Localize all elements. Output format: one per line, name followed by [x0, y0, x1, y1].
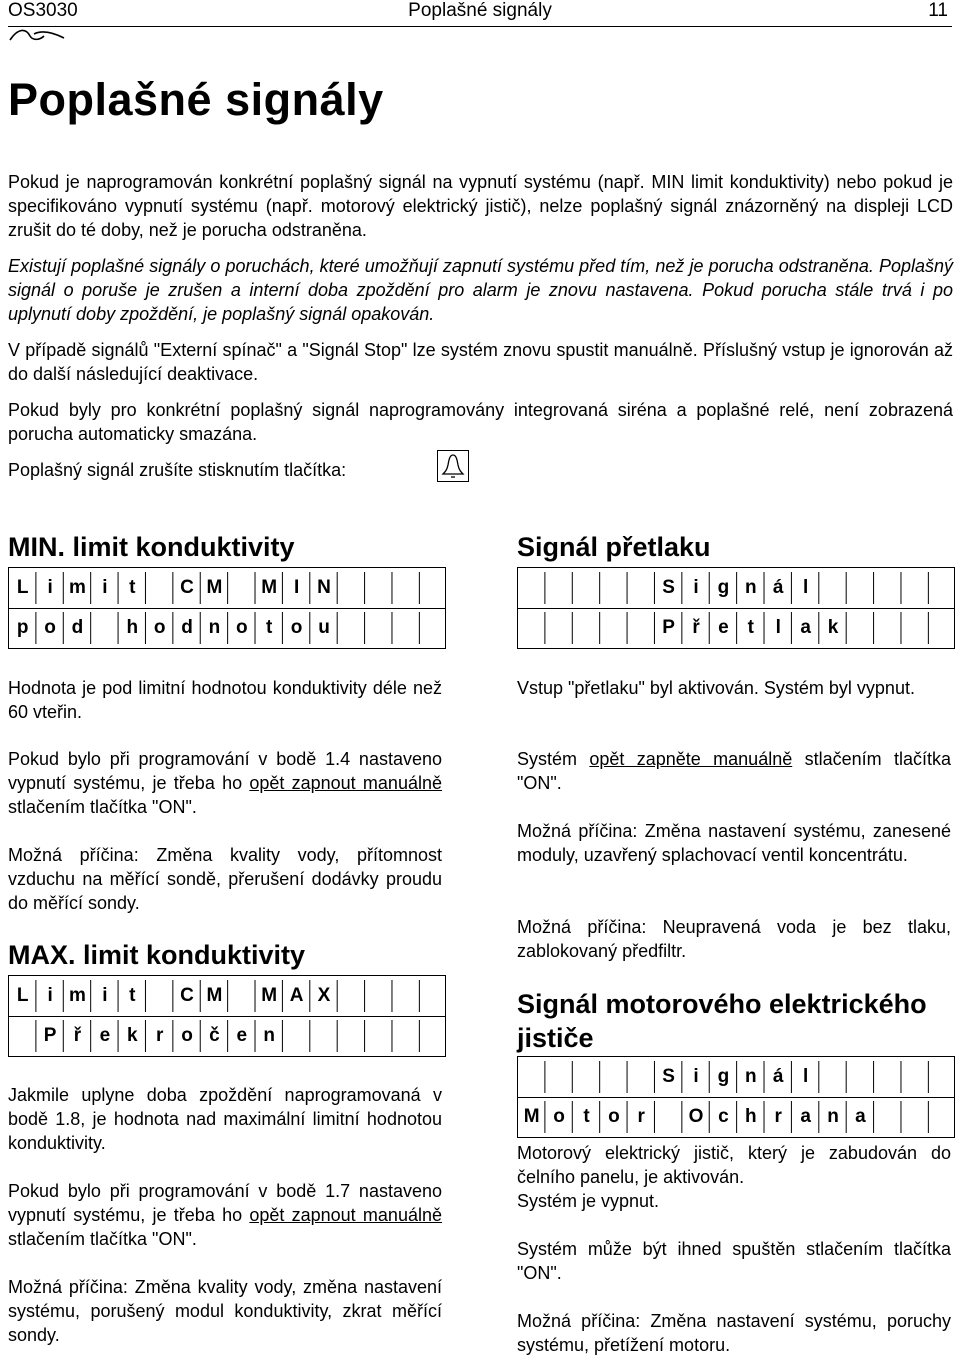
lcd-char [573, 1057, 600, 1097]
lcd-char [545, 608, 572, 648]
lcd-char: a [800, 617, 811, 638]
lcd-display-max [8, 975, 446, 1057]
lcd-char [338, 976, 365, 1016]
lcd-char: N [317, 577, 331, 598]
lcd-char: l [775, 617, 781, 638]
lcd-char [929, 568, 956, 608]
lcd-char [847, 1057, 874, 1097]
lcd-char: o [608, 1106, 620, 1127]
lcd-display-pressure [517, 567, 955, 649]
lcd-char: m [69, 577, 86, 598]
lcd-char [518, 568, 545, 608]
lcd-char [420, 568, 447, 608]
lcd-char [420, 1016, 447, 1056]
lcd-char [929, 1097, 956, 1137]
lcd-char: o [290, 617, 303, 638]
lcd-char: m [69, 985, 86, 1006]
page-title: Poplašné signály [8, 74, 384, 125]
lcd-char: X [317, 985, 331, 1006]
lcd-char: P [662, 617, 675, 638]
lcd-char: n [745, 1066, 757, 1087]
lcd-char [365, 608, 392, 648]
motor-text-1: Motorový elektrický jistič, který je zabudován do čelního panelu, je aktivován. [517, 1143, 951, 1187]
lcd-char: n [745, 577, 757, 598]
lcd-char: t [583, 1106, 590, 1127]
lcd-char: e [718, 617, 729, 638]
lcd-char [847, 608, 874, 648]
page-number: 11 [928, 0, 948, 21]
lcd-char [518, 608, 545, 648]
lcd-char: g [717, 1066, 730, 1087]
lcd-char: t [266, 617, 273, 638]
lcd-char: L [16, 985, 29, 1006]
lcd-char [929, 1057, 956, 1097]
lcd-char: o [153, 617, 166, 638]
lcd-char [573, 608, 600, 648]
lcd-char: P [43, 1025, 57, 1046]
lcd-char [365, 976, 392, 1016]
lcd-char [874, 1057, 901, 1097]
lcd-char: o [236, 617, 248, 638]
intro-paragraph-5: Poplašný signál zrušíte stisknutím tlačítka: [8, 460, 347, 480]
lcd-char [600, 608, 627, 648]
lcd-char [901, 608, 928, 648]
pressure-text-3: Možná příčina: Změna nastavení systému, zanesené moduly, uzavřený splachovací ventil koncentrátu. [517, 821, 951, 865]
motor-text-2: Systém může být ihned spuštěn stlačením tlačítka "ON". [517, 1239, 951, 1283]
lcd-char: ř [692, 617, 700, 638]
pressure-text-4: Možná příčina: Neupravená voda je bez tlaku, zablokovaný předfiltr. [517, 917, 951, 961]
lcd-char [847, 568, 874, 608]
bell-button[interactable] [437, 450, 469, 482]
pressure-text-2: Systém opět zapněte manuálně stlačením tlačítka "ON". [517, 749, 951, 793]
min-text-1: Hodnota je pod limitní hodnotou konduktivity déle než 60 vteřin. [8, 678, 442, 722]
lcd-char [545, 1057, 572, 1097]
lcd-char: á [772, 1066, 784, 1087]
intro-paragraph-1: Pokud je naprogramován konkrétní poplašný signál na vypnutí systému (např. MIN limit konduktivity) nebo pokud je specifikováno vypnutí systému (např. motorový elektrický jistič), nelze poplašný signál znázorněný na displeji LCD zrušit do té doby, než je porucha odstraněna. [8, 172, 953, 240]
min-section-title: MIN. limit konduktivity [8, 532, 295, 562]
lcd-char [819, 568, 846, 608]
lcd-char: d [181, 617, 193, 638]
max-text-2: Pokud bylo při programování v bodě 1.7 nastaveno vypnutí systému, je třeba ho opět zapnout manuálně stlačením tlačítka "ON". [8, 1181, 442, 1249]
lcd-char: n [208, 617, 221, 638]
lcd-char [310, 1016, 337, 1056]
lcd-char: o [181, 1025, 193, 1046]
lcd-char: l [802, 577, 809, 598]
lcd-char: M [206, 577, 223, 598]
lcd-char: k [126, 1025, 138, 1046]
lcd-char [628, 568, 655, 608]
lcd-char: e [236, 1025, 248, 1046]
lcd-char: č [209, 1025, 220, 1046]
lcd-char: i [102, 577, 108, 598]
min-text-3: Možná příčina: Změna kvality vody, přítomnost vzduchu na měřící sondě, přerušení dodávky proudu do měřící sondy. [8, 845, 442, 913]
pressure-section-title: Signál přetlaku [517, 532, 711, 562]
lcd-char: o [44, 617, 56, 638]
lcd-char: n [827, 1106, 839, 1127]
lcd-char: á [772, 577, 784, 598]
lcd-char: i [47, 985, 53, 1006]
intro-paragraph-2: Existují poplašné signály o poruchách, které umožňují zapnutí systému před tím, než je porucha odstraněna. Poplašný signál o poruše je zrušen a interní doba zpoždění pro alarm je znovu nastavena. Pokud porucha stále trvá i po uplynutí doby zpoždění, je poplašný signál opakován. [8, 256, 953, 324]
lcd-char [655, 1097, 682, 1137]
lcd-char [392, 568, 419, 608]
lcd-char: ř [73, 1025, 82, 1046]
page-header [8, 0, 952, 27]
lcd-char: C [180, 577, 194, 598]
intro-paragraph-3: V případě signálů "Externí spínač" a "Signál Stop" lze systém znovu spustit manuálně. Příslušný vstup je ignorován až do další následující deaktivace. [8, 340, 953, 384]
lcd-char: d [71, 617, 84, 638]
lcd-char: S [662, 1066, 675, 1087]
lcd-char: t [129, 985, 136, 1006]
lcd-char: t [747, 617, 754, 638]
header-chapter: Poplašné signály [408, 0, 552, 21]
lcd-char [338, 608, 365, 648]
pressure-text-1: Vstup "přetlaku" byl aktivován. Systém byl vypnut. [517, 678, 915, 698]
lcd-char [338, 1016, 365, 1056]
lcd-char: M [523, 1106, 540, 1127]
max-text-1: Jakmile uplyne doba zpoždění naprogramovaná v bodě 1.8, je hodnota nad maximální limitní hodnotou konduktivity. [8, 1085, 442, 1153]
lcd-display-min [8, 567, 446, 649]
intro-paragraph-4: Pokud byly pro konkrétní poplašný signál naprogramovány integrovaná siréna a poplašné relé, není zobrazená porucha automaticky smazána. [8, 400, 953, 444]
lcd-char: r [155, 1025, 164, 1046]
lcd-char: a [855, 1106, 866, 1127]
lcd-char: o [553, 1106, 565, 1127]
lcd-char [338, 568, 365, 608]
lcd-char [91, 608, 118, 648]
lcd-char: h [126, 617, 139, 638]
lcd-char [874, 1097, 901, 1137]
max-text-3: Možná příčina: Změna kvality vody, změna nastavení systému, porušený modul konduktivity, zkrat měřící sondy. [8, 1277, 442, 1345]
lcd-char [874, 608, 901, 648]
lcd-char [228, 568, 255, 608]
lcd-char: I [293, 577, 300, 598]
lcd-char [392, 976, 419, 1016]
lcd-char [365, 1016, 392, 1056]
lcd-char [228, 976, 255, 1016]
lcd-char: i [102, 985, 108, 1006]
lcd-char [518, 1057, 545, 1097]
lcd-char [901, 1097, 928, 1137]
lcd-char [146, 568, 173, 608]
lcd-char: r [637, 1106, 645, 1127]
lcd-char: i [693, 1066, 699, 1087]
lcd-char [929, 608, 956, 648]
lcd-char: c [718, 1106, 729, 1127]
lcd-char: i [47, 577, 53, 598]
lcd-char: i [693, 577, 699, 598]
lcd-char: l [802, 1066, 809, 1087]
lcd-char [628, 1057, 655, 1097]
lcd-char: M [206, 985, 223, 1006]
lcd-char [901, 1057, 928, 1097]
lcd-char: M [261, 985, 278, 1006]
lcd-char [901, 568, 928, 608]
lcd-char: p [16, 617, 29, 638]
motor-section-title: Signál motorového elektrického jističe [517, 989, 927, 1053]
lcd-char [146, 976, 173, 1016]
lcd-char [420, 976, 447, 1016]
lcd-char: O [688, 1106, 704, 1127]
lcd-display-motor [517, 1056, 955, 1138]
lcd-char: u [318, 617, 330, 638]
lcd-char [365, 568, 392, 608]
lcd-char [819, 1057, 846, 1097]
bell-icon [438, 451, 468, 481]
lcd-char: a [800, 1106, 811, 1127]
motor-text-3: Možná příčina: Změna nastavení systému, poruchy systému, přetížení motoru. [517, 1311, 951, 1355]
motor-text-1b: Systém je vypnut. [517, 1191, 660, 1211]
lcd-char [628, 608, 655, 648]
lcd-char [573, 568, 600, 608]
lcd-char: k [827, 617, 839, 638]
lcd-char: r [774, 1106, 782, 1127]
lcd-char [874, 568, 901, 608]
lcd-char: n [263, 1025, 276, 1046]
lcd-char [420, 608, 447, 648]
lcd-char: g [717, 577, 730, 598]
lcd-char: L [16, 577, 29, 598]
lcd-char: M [261, 577, 278, 598]
max-section-title: MAX. limit konduktivity [8, 940, 306, 970]
lcd-char [600, 568, 627, 608]
lcd-char: S [662, 577, 675, 598]
lcd-char: h [745, 1106, 757, 1127]
lcd-char [392, 608, 419, 648]
lcd-char [600, 1057, 627, 1097]
lcd-char [392, 1016, 419, 1056]
lcd-char [283, 1016, 310, 1056]
wave-logo [8, 26, 68, 44]
lcd-char: C [180, 985, 194, 1006]
lcd-char [9, 1016, 36, 1056]
lcd-char: e [99, 1025, 111, 1046]
header-model: OS3030 [8, 0, 78, 21]
lcd-char [545, 568, 572, 608]
lcd-char: A [289, 985, 304, 1006]
min-text-2: Pokud bylo při programování v bodě 1.4 nastaveno vypnutí systému, je třeba ho opět zapnout manuálně stlačením tlačítka "ON". [8, 749, 442, 817]
lcd-char: t [129, 577, 136, 598]
